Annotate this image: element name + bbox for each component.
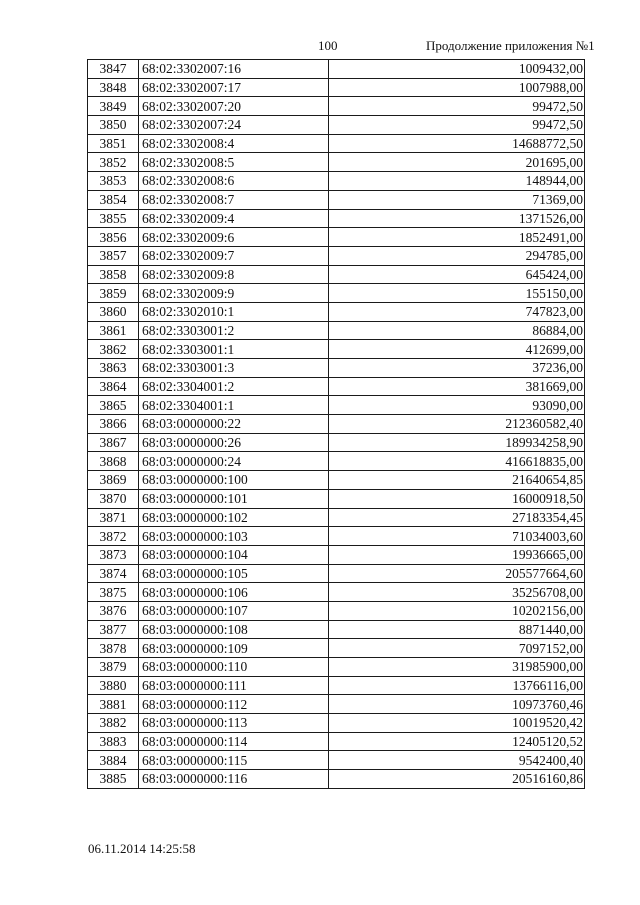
cadastral-number-cell: 68:02:3302009:7 <box>139 246 329 265</box>
cadastral-value-cell: 27183354,45 <box>329 508 585 527</box>
cadastral-number-cell: 68:02:3302009:4 <box>139 209 329 228</box>
cadastral-value-cell: 31985900,00 <box>329 658 585 677</box>
cadastral-value-cell: 86884,00 <box>329 321 585 340</box>
table-row <box>88 564 585 583</box>
cadastral-value-cell: 35256708,00 <box>329 583 585 602</box>
cadastral-value-cell: 13766116,00 <box>329 676 585 695</box>
row-number-cell: 3870 <box>88 489 139 508</box>
cadastral-value-cell: 412699,00 <box>329 340 585 359</box>
cadastral-value-cell: 71369,00 <box>329 190 585 209</box>
table-row <box>88 583 585 602</box>
table-row <box>88 489 585 508</box>
table-row <box>88 751 585 770</box>
row-number-cell: 3883 <box>88 732 139 751</box>
cadastral-number-cell: 68:03:0000000:105 <box>139 564 329 583</box>
row-number-cell: 3880 <box>88 676 139 695</box>
cadastral-value-cell: 10019520,42 <box>329 714 585 733</box>
row-number-cell: 3858 <box>88 265 139 284</box>
row-number-cell: 3854 <box>88 190 139 209</box>
cadastral-value-cell: 155150,00 <box>329 284 585 303</box>
row-number-cell: 3855 <box>88 209 139 228</box>
cadastral-value-cell: 148944,00 <box>329 172 585 191</box>
page-number: 100 <box>318 38 338 53</box>
table-row <box>88 527 585 546</box>
row-number-cell: 3849 <box>88 97 139 116</box>
cadastral-number-cell: 68:02:3302008:6 <box>139 172 329 191</box>
cadastral-number-cell: 68:03:0000000:24 <box>139 452 329 471</box>
table-row <box>88 153 585 172</box>
row-number-cell: 3863 <box>88 359 139 378</box>
row-number-cell: 3861 <box>88 321 139 340</box>
table-row <box>88 695 585 714</box>
row-number-cell: 3875 <box>88 583 139 602</box>
cadastral-number-cell: 68:03:0000000:111 <box>139 676 329 695</box>
cadastral-number-cell: 68:03:0000000:102 <box>139 508 329 527</box>
row-number-cell: 3881 <box>88 695 139 714</box>
cadastral-number-cell: 68:03:0000000:103 <box>139 527 329 546</box>
cadastral-number-cell: 68:02:3302010:1 <box>139 302 329 321</box>
continuation-label: Продолжение приложения №1 <box>426 38 595 53</box>
row-number-cell: 3874 <box>88 564 139 583</box>
cadastral-number-cell: 68:02:3302008:4 <box>139 134 329 153</box>
table-row <box>88 415 585 434</box>
table-row <box>88 545 585 564</box>
cadastral-number-cell: 68:03:0000000:106 <box>139 583 329 602</box>
cadastral-number-cell: 68:03:0000000:109 <box>139 639 329 658</box>
cadastral-value-cell: 20516160,86 <box>329 770 585 789</box>
table-row <box>88 321 585 340</box>
cadastral-number-cell: 68:02:3302009:9 <box>139 284 329 303</box>
table-row <box>88 340 585 359</box>
row-number-cell: 3872 <box>88 527 139 546</box>
table-row <box>88 265 585 284</box>
table-row <box>88 676 585 695</box>
cadastral-value-cell: 10202156,00 <box>329 601 585 620</box>
row-number-cell: 3871 <box>88 508 139 527</box>
table-row <box>88 78 585 97</box>
table-row <box>88 172 585 191</box>
cadastral-number-cell: 68:02:3302009:8 <box>139 265 329 284</box>
row-number-cell: 3859 <box>88 284 139 303</box>
cadastral-value-cell: 416618835,00 <box>329 452 585 471</box>
cadastral-number-cell: 68:03:0000000:112 <box>139 695 329 714</box>
table-row <box>88 658 585 677</box>
row-number-cell: 3873 <box>88 545 139 564</box>
table-row <box>88 359 585 378</box>
cadastral-number-cell: 68:02:3303001:3 <box>139 359 329 378</box>
table-row <box>88 639 585 658</box>
cadastral-value-cell: 21640654,85 <box>329 471 585 490</box>
table-row <box>88 452 585 471</box>
row-number-cell: 3884 <box>88 751 139 770</box>
cadastral-value-cell: 10973760,46 <box>329 695 585 714</box>
cadastral-number-cell: 68:03:0000000:116 <box>139 770 329 789</box>
cadastral-value-cell: 294785,00 <box>329 246 585 265</box>
table-row <box>88 116 585 135</box>
row-number-cell: 3878 <box>88 639 139 658</box>
cadastral-number-cell: 68:03:0000000:101 <box>139 489 329 508</box>
table-row <box>88 302 585 321</box>
cadastral-value-cell: 99472,50 <box>329 97 585 116</box>
cadastral-number-cell: 68:02:3303001:2 <box>139 321 329 340</box>
cadastral-value-table <box>87 59 585 789</box>
cadastral-value-cell: 16000918,50 <box>329 489 585 508</box>
row-number-cell: 3867 <box>88 433 139 452</box>
row-number-cell: 3860 <box>88 302 139 321</box>
cadastral-value-cell: 1009432,00 <box>329 60 585 79</box>
cadastral-number-cell: 68:03:0000000:108 <box>139 620 329 639</box>
cadastral-number-cell: 68:03:0000000:26 <box>139 433 329 452</box>
row-number-cell: 3876 <box>88 601 139 620</box>
cadastral-number-cell: 68:03:0000000:114 <box>139 732 329 751</box>
cadastral-number-cell: 68:03:0000000:104 <box>139 545 329 564</box>
cadastral-number-cell: 68:02:3303001:1 <box>139 340 329 359</box>
cadastral-value-cell: 1852491,00 <box>329 228 585 247</box>
cadastral-number-cell: 68:02:3304001:1 <box>139 396 329 415</box>
print-timestamp: 06.11.2014 14:25:58 <box>88 841 196 856</box>
table-row <box>88 620 585 639</box>
row-number-cell: 3869 <box>88 471 139 490</box>
cadastral-value-cell: 1371526,00 <box>329 209 585 228</box>
row-number-cell: 3882 <box>88 714 139 733</box>
table-row <box>88 433 585 452</box>
cadastral-value-cell: 381669,00 <box>329 377 585 396</box>
table-row <box>88 97 585 116</box>
row-number-cell: 3862 <box>88 340 139 359</box>
table-row <box>88 396 585 415</box>
cadastral-number-cell: 68:03:0000000:110 <box>139 658 329 677</box>
table-row <box>88 471 585 490</box>
cadastral-number-cell: 68:02:3302009:6 <box>139 228 329 247</box>
table-row <box>88 228 585 247</box>
cadastral-value-cell: 71034003,60 <box>329 527 585 546</box>
cadastral-number-cell: 68:02:3302007:17 <box>139 78 329 97</box>
row-number-cell: 3856 <box>88 228 139 247</box>
cadastral-value-cell: 37236,00 <box>329 359 585 378</box>
row-number-cell: 3866 <box>88 415 139 434</box>
table-row <box>88 770 585 789</box>
row-number-cell: 3865 <box>88 396 139 415</box>
cadastral-value-cell: 645424,00 <box>329 265 585 284</box>
cadastral-number-cell: 68:02:3302008:7 <box>139 190 329 209</box>
table-row <box>88 508 585 527</box>
cadastral-number-cell: 68:03:0000000:22 <box>139 415 329 434</box>
cadastral-value-cell: 19936665,00 <box>329 545 585 564</box>
table-row <box>88 601 585 620</box>
row-number-cell: 3850 <box>88 116 139 135</box>
table-row <box>88 732 585 751</box>
cadastral-number-cell: 68:03:0000000:113 <box>139 714 329 733</box>
cadastral-value-cell: 12405120,52 <box>329 732 585 751</box>
table-row <box>88 714 585 733</box>
row-number-cell: 3879 <box>88 658 139 677</box>
row-number-cell: 3868 <box>88 452 139 471</box>
row-number-cell: 3857 <box>88 246 139 265</box>
row-number-cell: 3851 <box>88 134 139 153</box>
table-row <box>88 209 585 228</box>
cadastral-value-cell: 201695,00 <box>329 153 585 172</box>
row-number-cell: 3877 <box>88 620 139 639</box>
cadastral-number-cell: 68:02:3302007:16 <box>139 60 329 79</box>
cadastral-value-cell: 205577664,60 <box>329 564 585 583</box>
table-row <box>88 246 585 265</box>
cadastral-value-cell: 747823,00 <box>329 302 585 321</box>
cadastral-value-cell: 1007988,00 <box>329 78 585 97</box>
cadastral-value-cell: 8871440,00 <box>329 620 585 639</box>
cadastral-number-cell: 68:03:0000000:107 <box>139 601 329 620</box>
table-row <box>88 377 585 396</box>
cadastral-number-cell: 68:02:3302007:20 <box>139 97 329 116</box>
cadastral-value-cell: 189934258,90 <box>329 433 585 452</box>
row-number-cell: 3848 <box>88 78 139 97</box>
cadastral-number-cell: 68:02:3302007:24 <box>139 116 329 135</box>
table-row <box>88 134 585 153</box>
cadastral-number-cell: 68:03:0000000:115 <box>139 751 329 770</box>
cadastral-value-cell: 14688772,50 <box>329 134 585 153</box>
cadastral-value-cell: 212360582,40 <box>329 415 585 434</box>
cadastral-number-cell: 68:03:0000000:100 <box>139 471 329 490</box>
cadastral-value-cell: 93090,00 <box>329 396 585 415</box>
cadastral-number-cell: 68:02:3302008:5 <box>139 153 329 172</box>
row-number-cell: 3885 <box>88 770 139 789</box>
table-body <box>88 60 585 789</box>
row-number-cell: 3847 <box>88 60 139 79</box>
row-number-cell: 3853 <box>88 172 139 191</box>
row-number-cell: 3864 <box>88 377 139 396</box>
table-row <box>88 190 585 209</box>
table-row <box>88 60 585 79</box>
cadastral-value-cell: 9542400,40 <box>329 751 585 770</box>
cadastral-value-cell: 99472,50 <box>329 116 585 135</box>
row-number-cell: 3852 <box>88 153 139 172</box>
cadastral-value-cell: 7097152,00 <box>329 639 585 658</box>
table-row <box>88 284 585 303</box>
cadastral-number-cell: 68:02:3304001:2 <box>139 377 329 396</box>
